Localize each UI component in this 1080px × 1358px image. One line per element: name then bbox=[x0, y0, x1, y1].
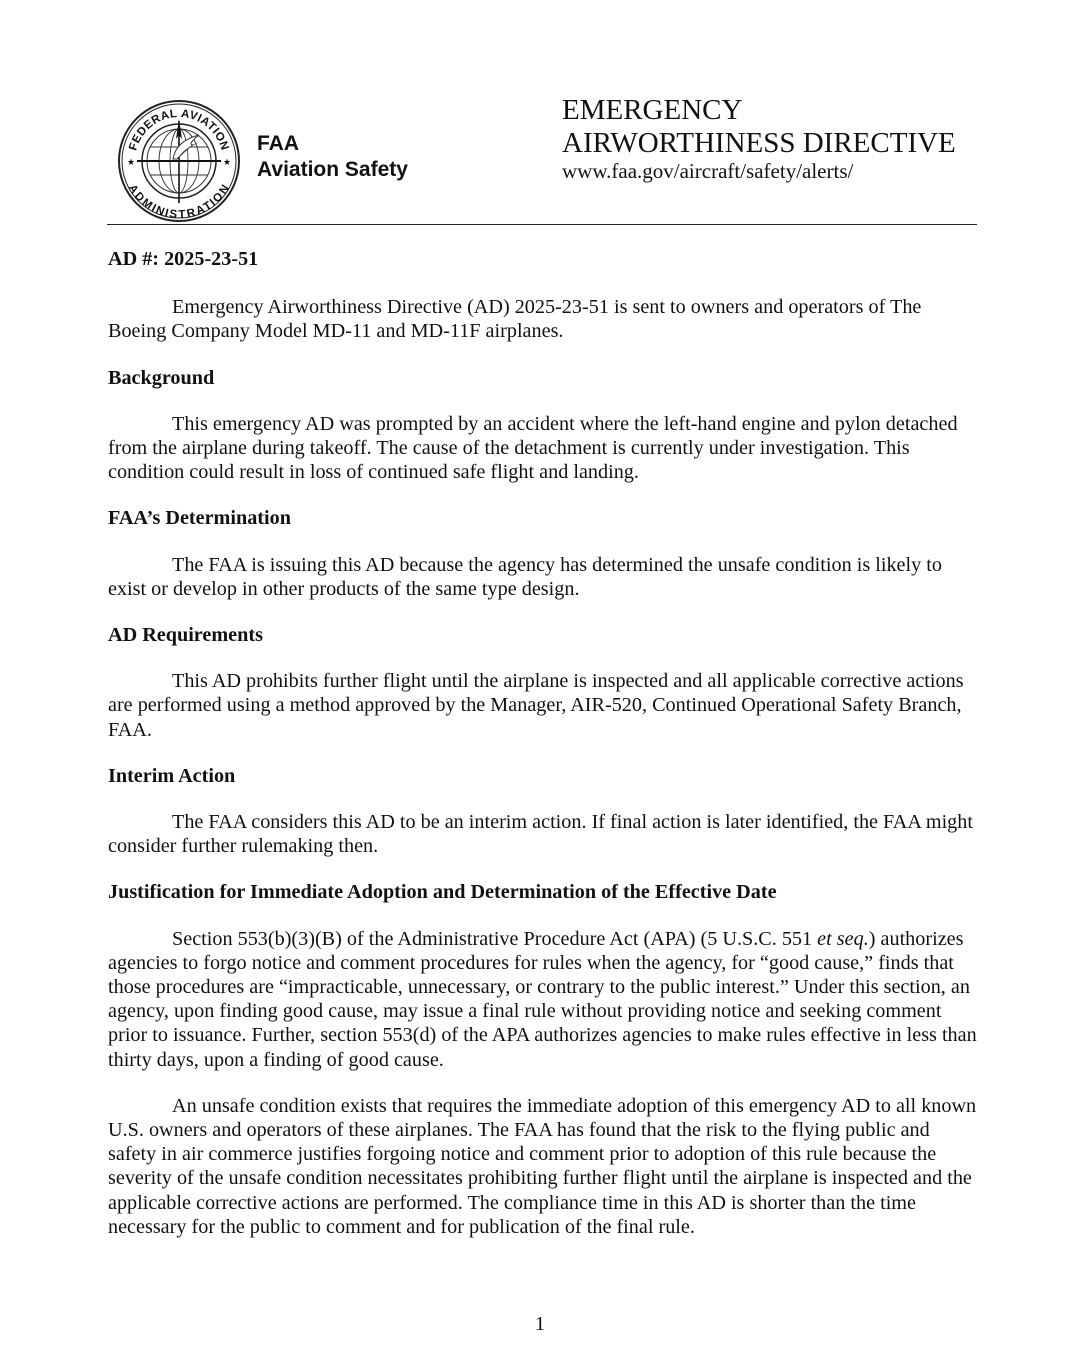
document-title bbox=[562, 94, 956, 160]
header-divider bbox=[107, 224, 977, 225]
ad-number: AD #: 2025-23-51 bbox=[108, 248, 259, 270]
page-number: 1 bbox=[535, 1313, 545, 1335]
faa-brand bbox=[257, 131, 408, 183]
brand-subtitle: Aviation Safety bbox=[257, 158, 408, 181]
determination-paragraph: The FAA is issuing this AD because the agency has determined the unsafe condition is likely to exist or develop in other products of the same type design. bbox=[108, 553, 942, 600]
faa-seal-icon bbox=[117, 99, 241, 223]
brand-name: FAA bbox=[257, 132, 299, 155]
justification-paragraph-2: An unsafe condition exists that requires the immediate adoption of this emergency AD to all known U.S. owners and operators of these airplanes. The FAA has found that the risk to the flying public and safety in air commerce justifies forgoing notice and comment prior to adoption of this rule because the severity of the unsafe condition necessitates prohibiting further flight until the airplane is inspected and the applicable corrective actions are performed. The compliance time in this AD is shorter than the time necessary for the public to comment and for publication of the final rule. bbox=[108, 1094, 977, 1238]
alerts-url: www.faa.gov/aircraft/safety/alerts/ bbox=[562, 159, 854, 183]
heading-background: Background bbox=[108, 366, 215, 389]
title-line-2: AIRWORTHINESS DIRECTIVE bbox=[562, 127, 956, 159]
et-seq-italic: et seq. bbox=[817, 927, 869, 950]
title-line-1: EMERGENCY bbox=[562, 94, 743, 126]
heading-interim-action: Interim Action bbox=[108, 764, 236, 787]
requirements-paragraph: This AD prohibits further flight until the airplane is inspected and all applicable corrective actions are performed using a method approved by the Manager, AIR-520, Continued Operational Safety Branch, FAA. bbox=[108, 670, 964, 741]
justification-p1-start: Section 553(b)(3)(B) of the Administrative Procedure Act (APA) (5 U.S.C. 551 bbox=[172, 927, 818, 950]
intro-paragraph: Emergency Airworthiness Directive (AD) 2025-23-51 is sent to owners and operators of The Boeing Company Model MD-11 and MD-11F airplanes. bbox=[108, 296, 922, 343]
faa-seal-graphic bbox=[117, 99, 241, 223]
seal-text-top: FEDERAL AVIATION bbox=[127, 107, 231, 153]
seal-text-bottom: ADMINISTRATION bbox=[125, 182, 233, 222]
justification-paragraph-1 bbox=[108, 927, 978, 1072]
document-body bbox=[108, 247, 978, 1261]
background-paragraph: This emergency AD was prompted by an accident where the left-hand engine and pylon detached from the airplane during takeoff. The cause of the detachment is currently under investigation. This condition could result in loss of continued safe flight and landing. bbox=[108, 412, 958, 484]
heading-determination: FAA’s Determination bbox=[108, 507, 291, 530]
heading-justification: Justification for Immediate Adoption and Determination of the Effective Date bbox=[108, 881, 777, 904]
svg-text:★: ★ bbox=[223, 158, 232, 168]
svg-text:★: ★ bbox=[127, 158, 136, 168]
heading-requirements: AD Requirements bbox=[108, 624, 263, 647]
justification-p1-end: ) authorizes agencies to forgo notice and comment procedures for rules when the agency, for “good cause,” finds that those procedures are “impracticable, unnecessary, or contrary to the public interest.” Under this section, an agency, upon finding good cause, may issue a final rule without providing notice and seeking comment prior to issuance. Further, section 553(d) of the APA authorizes agencies to make rules effective in less than thirty days, upon a finding of good cause. bbox=[108, 927, 977, 1071]
interim-paragraph: The FAA considers this AD to be an interim action. If final action is later identified, the FAA might consider further rulemaking then. bbox=[108, 811, 973, 858]
